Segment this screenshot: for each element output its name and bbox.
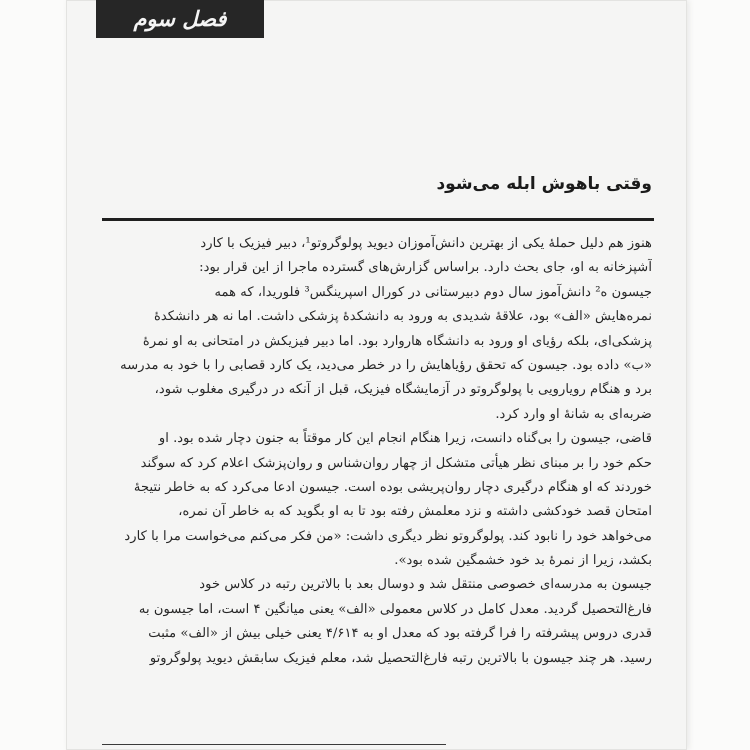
heading-divider	[102, 218, 654, 221]
text-line: «ب» داده بود. جیسون که تحقق رؤیاهایش را در خطر می‌دید، یک کارد قصابی را با خود به مدرسه	[120, 357, 652, 373]
text-line: آشپزخانه به او، جای بحث دارد. براساس گزارش‌های گسترده ماجرا از این قرار بود:	[199, 260, 652, 276]
text-line: ضربه‌ای به شانهٔ او وارد کرد.	[495, 406, 652, 422]
text-line: خوردند که او هنگام درگیری دچار روان‌پریشی بوده است. جیسون ادعا می‌کرد که به خاطر نتیجهٔ	[133, 479, 652, 495]
text-line: حکم خود را بر مبنای نظر هیأتی متشکل از چهار روان‌شناس و روان‌پزشک اعلام کرد که سوگند	[140, 455, 652, 471]
text-line: رسید. هر چند جیسون با بالاترین رتبه فارغ‌التحصیل شد، معلم فیزیک سابقش دیوید پولوگروتو	[149, 650, 652, 666]
text-line: قاضی، جیسون را بی‌گناه دانست، زیرا هنگام انجام این کار موقتاً به جنون دچار شده بود. او	[158, 431, 652, 447]
text-line: جیسون به مدرسه‌ای خصوصی منتقل شد و دوسال بعد با بالاترین رتبه در کلاس خود	[199, 577, 652, 593]
text-line: جیسون ه² دانش‌آموز سال دوم دبیرستانی در کورال اسپرینگس³ فلوریدا، که همه	[214, 284, 652, 300]
text-line: قدری دروس پیشرفته را فرا گرفته بود که معدل او به ۴/۶۱۴ یعنی خیلی بیش از «الف» مثبت	[148, 626, 652, 642]
chapter-title: فصل سوم	[133, 7, 227, 31]
footnote-divider	[102, 744, 446, 745]
section-heading: وقتی باهوش ابله می‌شود	[436, 174, 652, 194]
text-line: هنوز هم دلیل حملهٔ یکی از بهترین دانش‌آموزان دیوید پولوگروتو¹، دبیر فیزیک با کارد	[200, 236, 652, 251]
body-text	[100, 232, 652, 671]
text-line: امتحان قصد خودکشی داشته و نزد معلمش رفته بود تا به او بگوید که به خاطر آن نمره،	[178, 504, 652, 520]
text-line: نمره‌هایش «الف» بود، علاقهٔ شدیدی به ورود به دانشکدهٔ پزشکی داشت. اما نه هر دانشکدهٔ	[153, 309, 652, 325]
text-line: پزشکی‌ای، بلکه رؤیای او ورود به دانشگاه هاروارد بود. اما دبیر فیزیکش در امتحانی به او نمرهٔ	[142, 333, 652, 349]
chapter-tab	[96, 0, 264, 38]
text-line: بکشد، زیرا از نمرهٔ بد خود خشمگین شده بود».	[394, 553, 652, 569]
text-line: برد و هنگام رویارویی با پولوگروتو در آزمایشگاه فیزیک، قبل از آنکه در درگیری مغلوب شود،	[154, 382, 652, 398]
text-line: می‌خواهد خود را نابود کند. پولوگروتو نظر دیگری داشت: «من فکر می‌کنم می‌خواست مرا با کارد	[124, 528, 652, 544]
text-line: فارغ‌التحصیل گردید. معدل کامل در کلاس معمولی «الف» یعنی میانگین ۴ است، اما جیسون به	[138, 601, 652, 617]
